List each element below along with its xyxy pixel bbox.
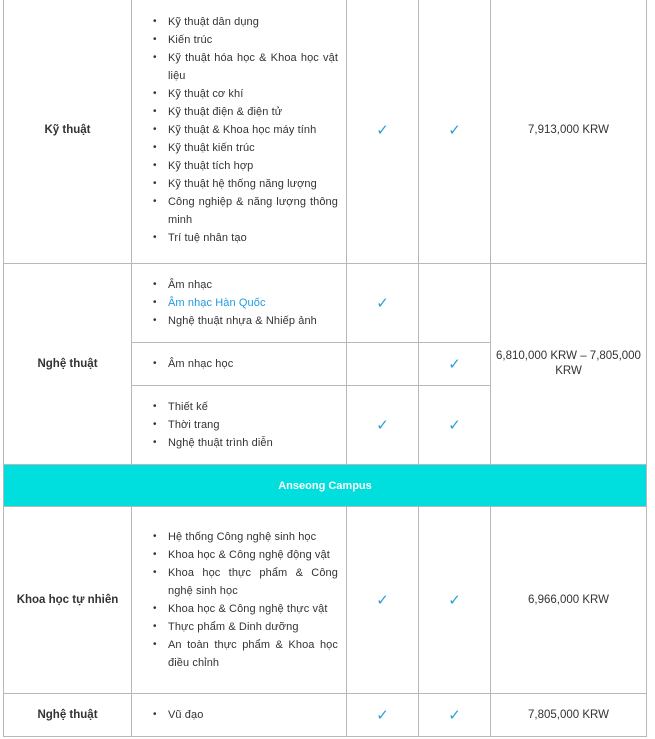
check-icon: ✓	[347, 386, 419, 465]
faculty-cell: Khoa học tự nhiên	[4, 507, 132, 694]
list-item: • An toàn thực phẩm & Khoa học điều chỉnh	[140, 636, 338, 672]
check-icon: ✓	[347, 694, 419, 737]
list-item: • Kỹ thuật hệ thống năng lượng	[140, 175, 338, 193]
check-icon: ✓	[347, 0, 419, 264]
majors-cell	[132, 0, 347, 264]
campus-banner-row	[4, 465, 647, 507]
major-list	[140, 276, 338, 330]
check-icon: ✓	[419, 386, 491, 465]
campus-banner: Anseong Campus	[4, 465, 647, 507]
list-item: • Âm nhạc	[140, 276, 338, 294]
majors-cell	[132, 264, 347, 343]
major-list	[140, 13, 338, 247]
list-item: • Khoa học thực phẩm & Công nghệ sinh học	[140, 564, 338, 600]
major-list	[140, 706, 338, 724]
tuition-table	[3, 0, 647, 737]
check-icon: ✓	[419, 343, 491, 386]
list-item: • Kỹ thuật điện & điện tử	[140, 103, 338, 121]
list-item: • Kỹ thuật hóa học & Khoa học vật liệu	[140, 49, 338, 85]
fee-cell: 7,913,000 KRW	[491, 0, 647, 264]
faculty-cell: Nghệ thuật	[4, 264, 132, 465]
major-list	[140, 355, 338, 373]
list-item: • Khoa học & Công nghệ động vật	[140, 546, 338, 564]
list-item: • Thiết kế	[140, 398, 338, 416]
list-item: • Hệ thống Công nghệ sinh học	[140, 528, 338, 546]
list-item: • Kỹ thuật & Khoa học máy tính	[140, 121, 338, 139]
faculty-cell: Kỹ thuật	[4, 0, 132, 264]
list-item: • Khoa học & Công nghệ thực vật	[140, 600, 338, 618]
table-row	[4, 0, 647, 264]
list-item: • Thời trang	[140, 416, 338, 434]
list-item: • Kỹ thuật cơ khí	[140, 85, 338, 103]
faculty-cell: Nghệ thuật	[4, 694, 132, 737]
list-item: • Vũ đạo	[140, 706, 338, 724]
fee-cell: 7,805,000 KRW	[491, 694, 647, 737]
list-item: • Kỹ thuật kiến trúc	[140, 139, 338, 157]
major-list	[140, 398, 338, 452]
list-item: • Kỹ thuật tích hợp	[140, 157, 338, 175]
major-list	[140, 528, 338, 672]
list-item: • Kỹ thuật dân dụng	[140, 13, 338, 31]
list-item: • Nghệ thuật nhựa & Nhiếp ảnh	[140, 312, 338, 330]
check-icon: ✓	[347, 507, 419, 694]
list-item: • Nghệ thuật trình diễn	[140, 434, 338, 452]
check-icon: ✓	[419, 507, 491, 694]
table-row	[4, 264, 647, 343]
empty-cell	[419, 264, 491, 343]
list-item: • Kiến trúc	[140, 31, 338, 49]
majors-cell	[132, 507, 347, 694]
table-row	[4, 507, 647, 694]
empty-cell	[347, 343, 419, 386]
check-icon: ✓	[419, 694, 491, 737]
list-item: • Âm nhạc học	[140, 355, 338, 373]
fee-cell: 6,810,000 KRW – 7,805,000 KRW	[491, 264, 647, 465]
majors-cell	[132, 694, 347, 737]
list-item: • Trí tuệ nhân tạo	[140, 229, 338, 247]
list-item: • Công nghiệp & năng lượng thông minh	[140, 193, 338, 229]
list-item: • Thực phẩm & Dinh dưỡng	[140, 618, 338, 636]
check-icon: ✓	[419, 0, 491, 264]
major-link[interactable]: • Âm nhạc Hàn Quốc	[140, 294, 338, 312]
fee-cell: 6,966,000 KRW	[491, 507, 647, 694]
table-row	[4, 694, 647, 737]
check-icon: ✓	[347, 264, 419, 343]
majors-cell	[132, 343, 347, 386]
majors-cell	[132, 386, 347, 465]
